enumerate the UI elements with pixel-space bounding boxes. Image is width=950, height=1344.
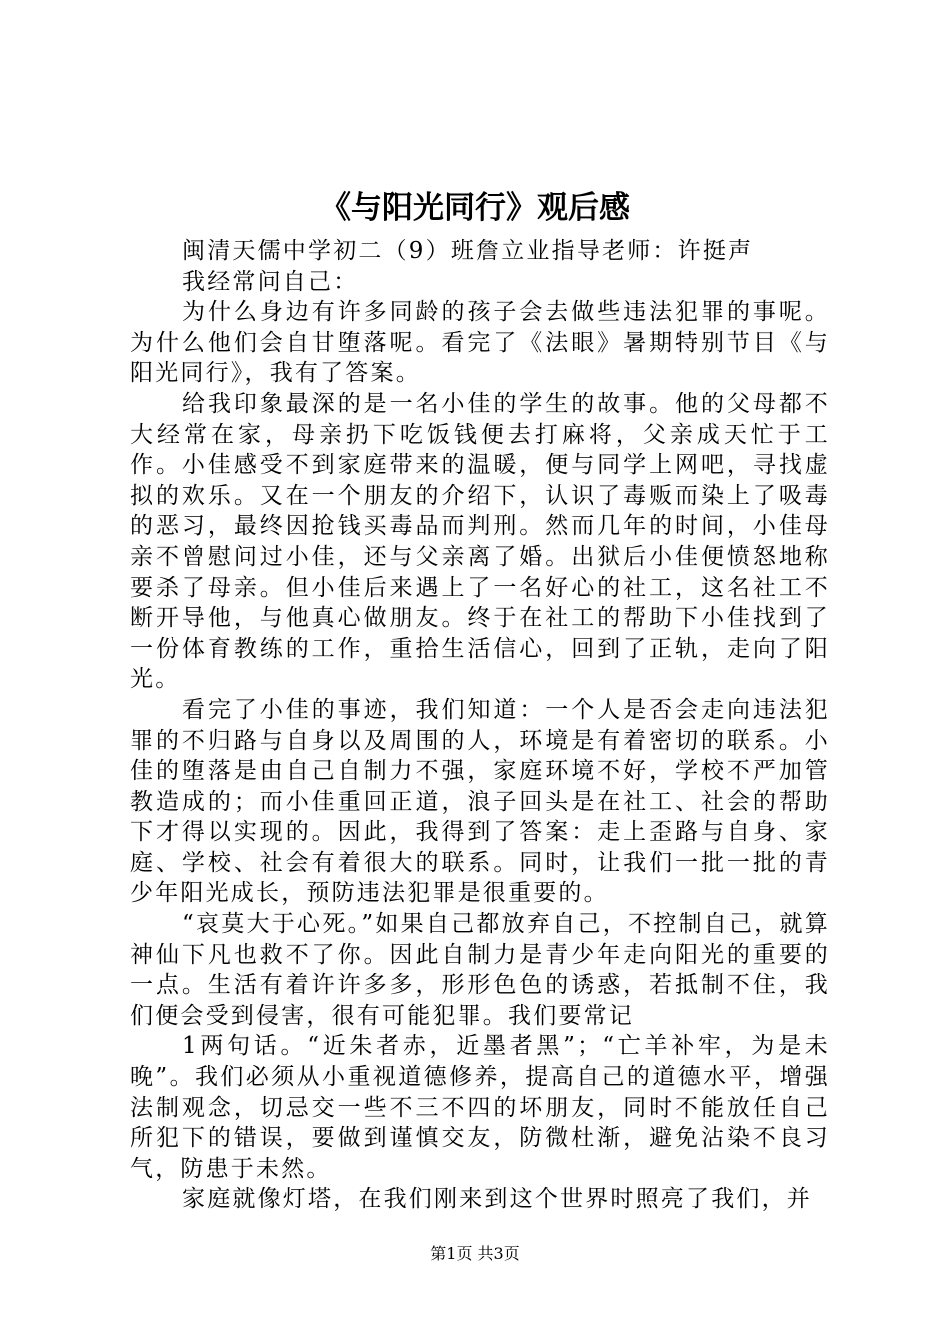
paragraph: 1两句话。“近朱者赤，近墨者黑”；“亡羊补牢，为是未晚”。我们必须从小重视道德修养，提高自己的道德水平，增强法制观念，切忌交一些不三不四的坏朋友，同时不能放任自己所犯下的错误，要做到谨慎交友，防微杜渐，避免沾染不良习气，防患于未然。 — [130, 1033, 830, 1182]
paragraph: “哀莫大于心死。”如果自己都放弃自己，不控制自己，就算神仙下凡也救不了你。因此自制力是青少年走向阳光的重要的一点。生活有着许许多多，形形色色的诱惑，若抵制不住，我们便会受到侵害，很有可能犯罪。我们要常记 — [130, 911, 830, 1029]
paragraph: 为什么身边有许多同龄的孩子会去做些违法犯罪的事呢。为什么他们会自甘堕落呢。看完了《法眼》暑期特别节目《与阳光同行》，我有了答案。 — [130, 299, 830, 387]
document-body — [130, 236, 830, 1215]
page-number-footer: 第1页 共3页 — [430, 1244, 520, 1263]
paragraph: 家庭就像灯塔，在我们刚来到这个世界时照亮了我们，并 — [182, 1186, 812, 1213]
paragraph: 看完了小佳的事迹，我们知道：一个人是否会走向违法犯罪的不归路与自身以及周围的人，环境是有着密切的联系。小佳的堕落是由自己自制力不强，家庭环境不好，学校不严加管教造成的；而小佳重回正道，浪子回头是在社工、社会的帮助下才得以实现的。因此，我得到了答案：走上歪路与自身、家庭、学校、社会有着很大的联系。同时，让我们一批一批的青少年阳光成长，预防违法犯罪是很重要的。 — [130, 696, 830, 907]
author-line: 闽清天儒中学初二（9）班詹立业指导老师：许挺声 — [182, 238, 754, 264]
paragraph: 我经常问自己： — [182, 268, 359, 295]
paragraph: 给我印象最深的是一名小佳的学生的故事。他的父母都不大经常在家，母亲扔下吃饭钱便去打麻将，父亲成天忙于工作。小佳感受不到家庭带来的温暖，便与同学上网吧，寻找虚拟的欢乐。又在一个朋友的介绍下，认识了毒贩而染上了吸毒的恶习，最终因抢钱买毒品而判刑。然而几年的时间，小佳母亲不曾慰问过小佳，还与父亲离了婚。出狱后小佳便愤怒地称要杀了母亲。但小佳后来遇上了一名好心的社工，这名社工不断开导他，与他真心做朋友。终于在社工的帮助下小佳找到了一份体育教练的工作，重拾生活信心，回到了正轨，走向了阳光。 — [130, 390, 830, 693]
document-title: 《与阳光同行》观后感 — [320, 190, 630, 226]
